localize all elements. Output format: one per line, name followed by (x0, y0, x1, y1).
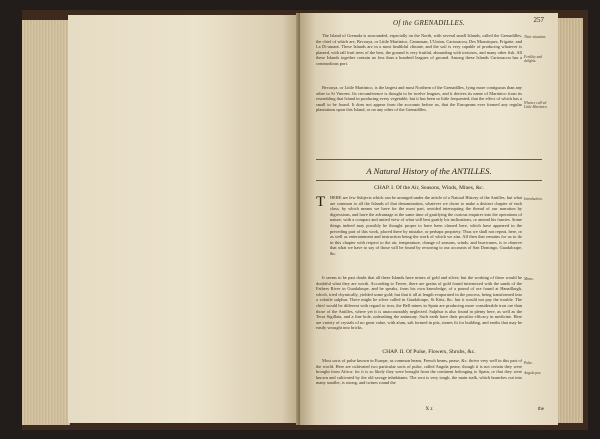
section-rule-top (316, 159, 542, 160)
chapter-1-text-mines: It seems to be past doubt that all these Islands have mines of gold and silver; but the working of these would be doubtful what they are worth. According to Terree, there are grains of gold found intermixed with the sands of the Fathers River in Guadaloupe, and he speaks, from his own knowledge, of a pound of ore found at Hanaillargh, which, tried chymically, yielded some gold; but that it all at length evaporated in the process, being transformed into a volatile sulphur. There might be silver called in Guadaloupe, St Kitts, &c. but it would not pay the trouble. The chief would be different with regard to iron, the Bell mines in Spain are producing more considerable iron ore than those of the Antilles, where yet it is unaccountably neglected. Sulphur is also found in plenty here, as well as the Terra Sigillata, and a fine bole, unleashing the antimony. Such earth have their peculiar efficacy in medicine. Here are variety of crystals of no great value, with alum, salt formed in pits, stones fit for building, and earths that may be easily wrought into bricks. (316, 275, 522, 331)
left-page-edges (22, 20, 70, 425)
chapter-1-text: HERE are few Subjects which can be arranged under the article of a Natural History of the Antilles, but what are common to all the Islands of that denomination, whatever we chose to make a distinct chapter of each class, by which means we have for the most part, avoided interrupting the thread of our narration by digressions, and have the advantage at the same time of gratifying the curious enquirer into the operations of nature, with a compact and united view of what will best gratify his inclinations, or amend his fancies. Some things indeed may possibly be thought proper to have been classed here, which have appeared in the preceding part of this work, placed there by mistake, or perhaps propriety. Thus we shall not repeat, here, or as well as entertainment and instruction being the work of which we aim. All then that remains for us to do in this chapter with respect to the air, temperature, change of seasons, winds, and hurricanes, is to observe that what we have to say of those will be found by recurring to our accounts of San Domingo, Guadaloupe, &c. (330, 195, 522, 256)
section-title: A Natural History of the ANTILLES. (366, 166, 492, 176)
drop-cap: T (316, 194, 326, 210)
margin-note-pulse: Pulse. (524, 361, 533, 365)
paragraph-becouya: Becouya, or Little Martinico, is the largest and most Northern of the Grenadilles, lying more contiguous than any other to St Vincent. Its circumference is thought to be twelve leagues, and it derives its name of Martinico from its resembling that Island in producing every vegetable; but it has been so little frequented, that the effect of which has a small to be found. It does not appear from the accounts before us, that the Europeans ever formed any regular plantations upon this Island, or on any other of the Grenadilles. (316, 85, 522, 113)
running-header: Of the GRENADILLES. (392, 19, 465, 27)
catchword: the (537, 407, 544, 412)
paragraph-grenada: The Island of Grenada is surrounded, especially on the North, with several small Islands, called the Grenadilles, the chief of which are, Becouya, or Little Martinico, Cannouan, L'Union, Cariouacou, Des Moustiques, Frigatte, and La Di-amant. These Islands are in a most healthful climate, and the soil is very capable of producing whatever is planted, with tall fruit trees of the best, the ground is very fruitful, abounding with tortoises, and many other fish. All these Islands together contain no less than a hundred leagues of ground. Among these Islands Cariouacou has a commodious port. (316, 33, 522, 66)
margin-note-introduction: Introduction. (524, 197, 543, 201)
chapter-2-heading: CHAP. II. Of Pulse, Flowers, Shrubs, &c. (382, 349, 476, 355)
right-page-edges (555, 18, 583, 423)
margin-note-2: Fertility and delights. (524, 55, 543, 64)
chapter-2-text: Most sorts of pulse known in Europe, as common beans, French beans, pease, &c. thrive very well in this part of the world. Here are cultivated two particular sorts of pulse, called Angola pease, though it is not certain they were brought from Africa: for it is so likely they were brought from the continent belonging to Spain, or that they were known and cultivated by the old savage inhabitants. The root is very tough, the main stalk, which branches out into many smaller, is strong, and twines round the (316, 358, 522, 386)
margin-note-mines: Mines. (524, 277, 534, 281)
right-page (300, 13, 558, 425)
chapter-1-heading: CHAP. I. Of the Air, Seasons, Winds, Mines, &c. (374, 185, 484, 191)
margin-note-1: Their situation. (524, 35, 547, 39)
margin-note-angola: Angola pea. (524, 371, 542, 375)
blank-left-page (68, 15, 300, 423)
signature-mark: X z (425, 407, 433, 412)
section-rule-bottom (316, 180, 542, 181)
margin-note-3: Whence call-ed Little Martinico. (524, 101, 548, 110)
page-number: 257 (533, 16, 544, 24)
